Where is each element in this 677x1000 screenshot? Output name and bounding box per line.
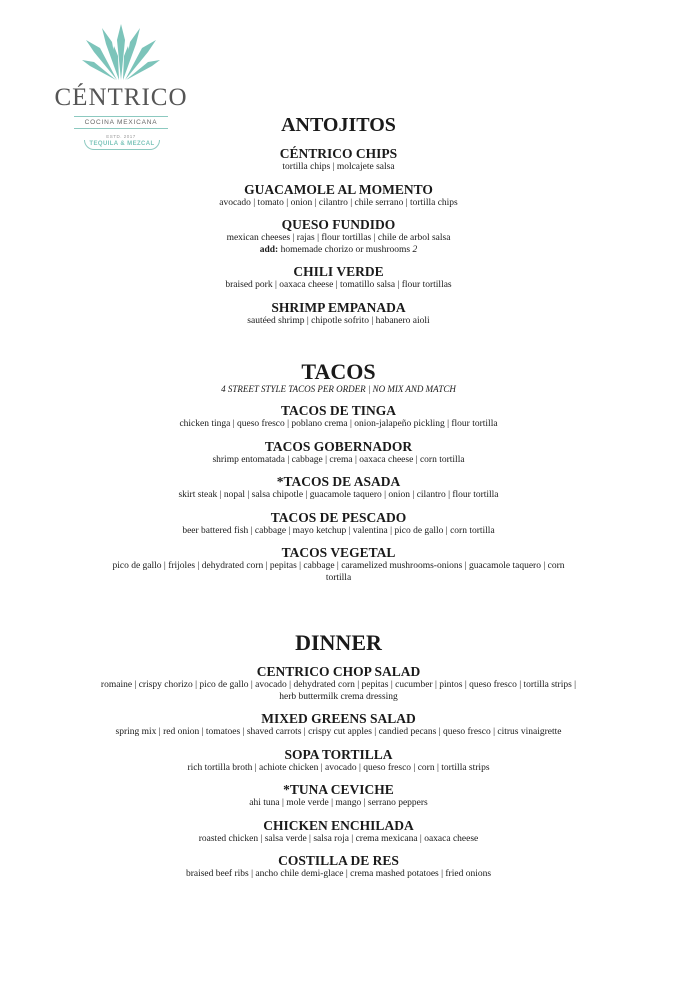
- section-title: TACOS: [301, 359, 376, 384]
- item-name: *TUNA CEVICHE: [283, 782, 394, 797]
- menu-item: [100, 217, 577, 256]
- item-description: skirt steak | nopal | salsa chipotle | guacamole taquero | onion | cilantro | flour tortilla: [178, 490, 499, 500]
- menu-item: [100, 853, 577, 881]
- item-description: chicken tinga | queso fresco | poblano crema | onion-jalapeño pickling | flour tortilla: [179, 419, 498, 429]
- item-name: SOPA TORTILLA: [284, 746, 393, 762]
- item-description: tortilla chips | molcajete salsa: [282, 162, 395, 172]
- section-title: DINNER: [295, 630, 382, 655]
- menu-item: [100, 747, 577, 775]
- menu-item: [100, 474, 577, 502]
- addon-price: 2: [412, 244, 418, 255]
- addon-label: add:: [259, 244, 279, 255]
- item-description: sautéed shrimp | chipotle sofrito | habanero aioli: [247, 315, 430, 326]
- item-name: *TACOS DE ASADA: [276, 474, 401, 489]
- menu-item: [100, 182, 577, 210]
- section-title: ANTOJITOS: [281, 114, 396, 136]
- item-name: CÉNTRICO CHIPS: [279, 146, 398, 161]
- item-name: CHICKEN ENCHILADA: [263, 817, 414, 833]
- menu-item: [100, 818, 577, 846]
- item-description: avocado | tomato | onion | cilantro | chile serrano | tortilla chips: [219, 197, 458, 208]
- item-description: braised beef ribs | ancho chile demi-glace | crema mashed potatoes | fried onions: [185, 869, 492, 879]
- item-description: beer battered fish | cabbage | mayo ketchup | valentina | pico de gallo | corn tortilla: [182, 525, 495, 536]
- item-description: romaine | crispy chorizo | pico de gallo | avocado | dehydrated corn | pepitas | cucumber | pintos | queso fresco | tortilla strips | herb buttermilk crema dressing: [100, 680, 577, 702]
- logo-brand-name: CÉNTRICO: [54, 84, 188, 111]
- menu-item: [100, 264, 577, 292]
- item-name: TACOS VEGETAL: [281, 545, 396, 560]
- menu-item: [100, 711, 577, 739]
- menu-item: [100, 664, 577, 703]
- section-antojitos: [100, 112, 577, 327]
- menu-item: [100, 146, 577, 174]
- item-description: ahi tuna | mole verde | mango | serrano peppers: [249, 798, 428, 808]
- menu-item: [100, 782, 577, 810]
- agave-icon: [82, 22, 160, 82]
- menu-item: [100, 300, 577, 328]
- section-dinner: [100, 630, 577, 881]
- logo-established: ESTD. 2017: [106, 134, 136, 139]
- item-name: COSTILLA DE RES: [278, 853, 399, 868]
- menu-item: [100, 545, 577, 584]
- menu-item: [100, 510, 577, 538]
- item-name: SHRIMP EMPANADA: [271, 299, 406, 315]
- section-note: 4 STREET STYLE TACOS PER ORDER | NO MIX AND MATCH: [221, 384, 456, 394]
- item-name: TACOS DE TINGA: [280, 403, 397, 418]
- item-description: braised pork | oaxaca cheese | tomatillo salsa | flour tortillas: [225, 280, 452, 290]
- item-description: roasted chicken | salsa verde | salsa roja | crema mexicana | oaxaca cheese: [198, 833, 479, 844]
- section-tacos: [100, 359, 577, 584]
- item-addon: [100, 245, 577, 257]
- menu-item: [100, 403, 577, 431]
- item-name: CENTRICO CHOP SALAD: [256, 664, 421, 679]
- item-description: pico de gallo | frijoles | dehydrated corn | pepitas | cabbage | caramelized mushrooms-onions | guacamole taquero | corn tortilla: [112, 561, 565, 583]
- item-description: spring mix | red onion | tomatoes | shaved carrots | crispy cut apples | candied pecans | queso fresco | citrus vinaigrette: [115, 727, 562, 737]
- menu: [100, 112, 577, 881]
- item-name: TACOS GOBERNADOR: [264, 438, 413, 454]
- item-name: GUACAMOLE AL MOMENTO: [244, 181, 433, 197]
- item-name: MIXED GREENS SALAD: [261, 711, 416, 726]
- item-name: QUESO FUNDIDO: [281, 217, 396, 232]
- item-description: rich tortilla broth | achiote chicken | avocado | queso fresco | corn | tortilla strips: [187, 762, 490, 773]
- item-description: mexican cheeses | rajas | flour tortillas | chile de arbol salsa: [226, 233, 451, 243]
- logo-tagline: TEQUILA & MEZCAL: [84, 140, 160, 150]
- item-description: shrimp entomatada | cabbage | crema | oaxaca cheese | corn tortilla: [212, 454, 465, 465]
- item-name: TACOS DE PESCADO: [270, 509, 407, 525]
- logo-subtitle: COCINA MEXICANA: [74, 116, 168, 129]
- addon-text: homemade chorizo or mushrooms: [278, 244, 413, 255]
- item-name: CHILI VERDE: [293, 264, 384, 279]
- menu-item: [100, 439, 577, 467]
